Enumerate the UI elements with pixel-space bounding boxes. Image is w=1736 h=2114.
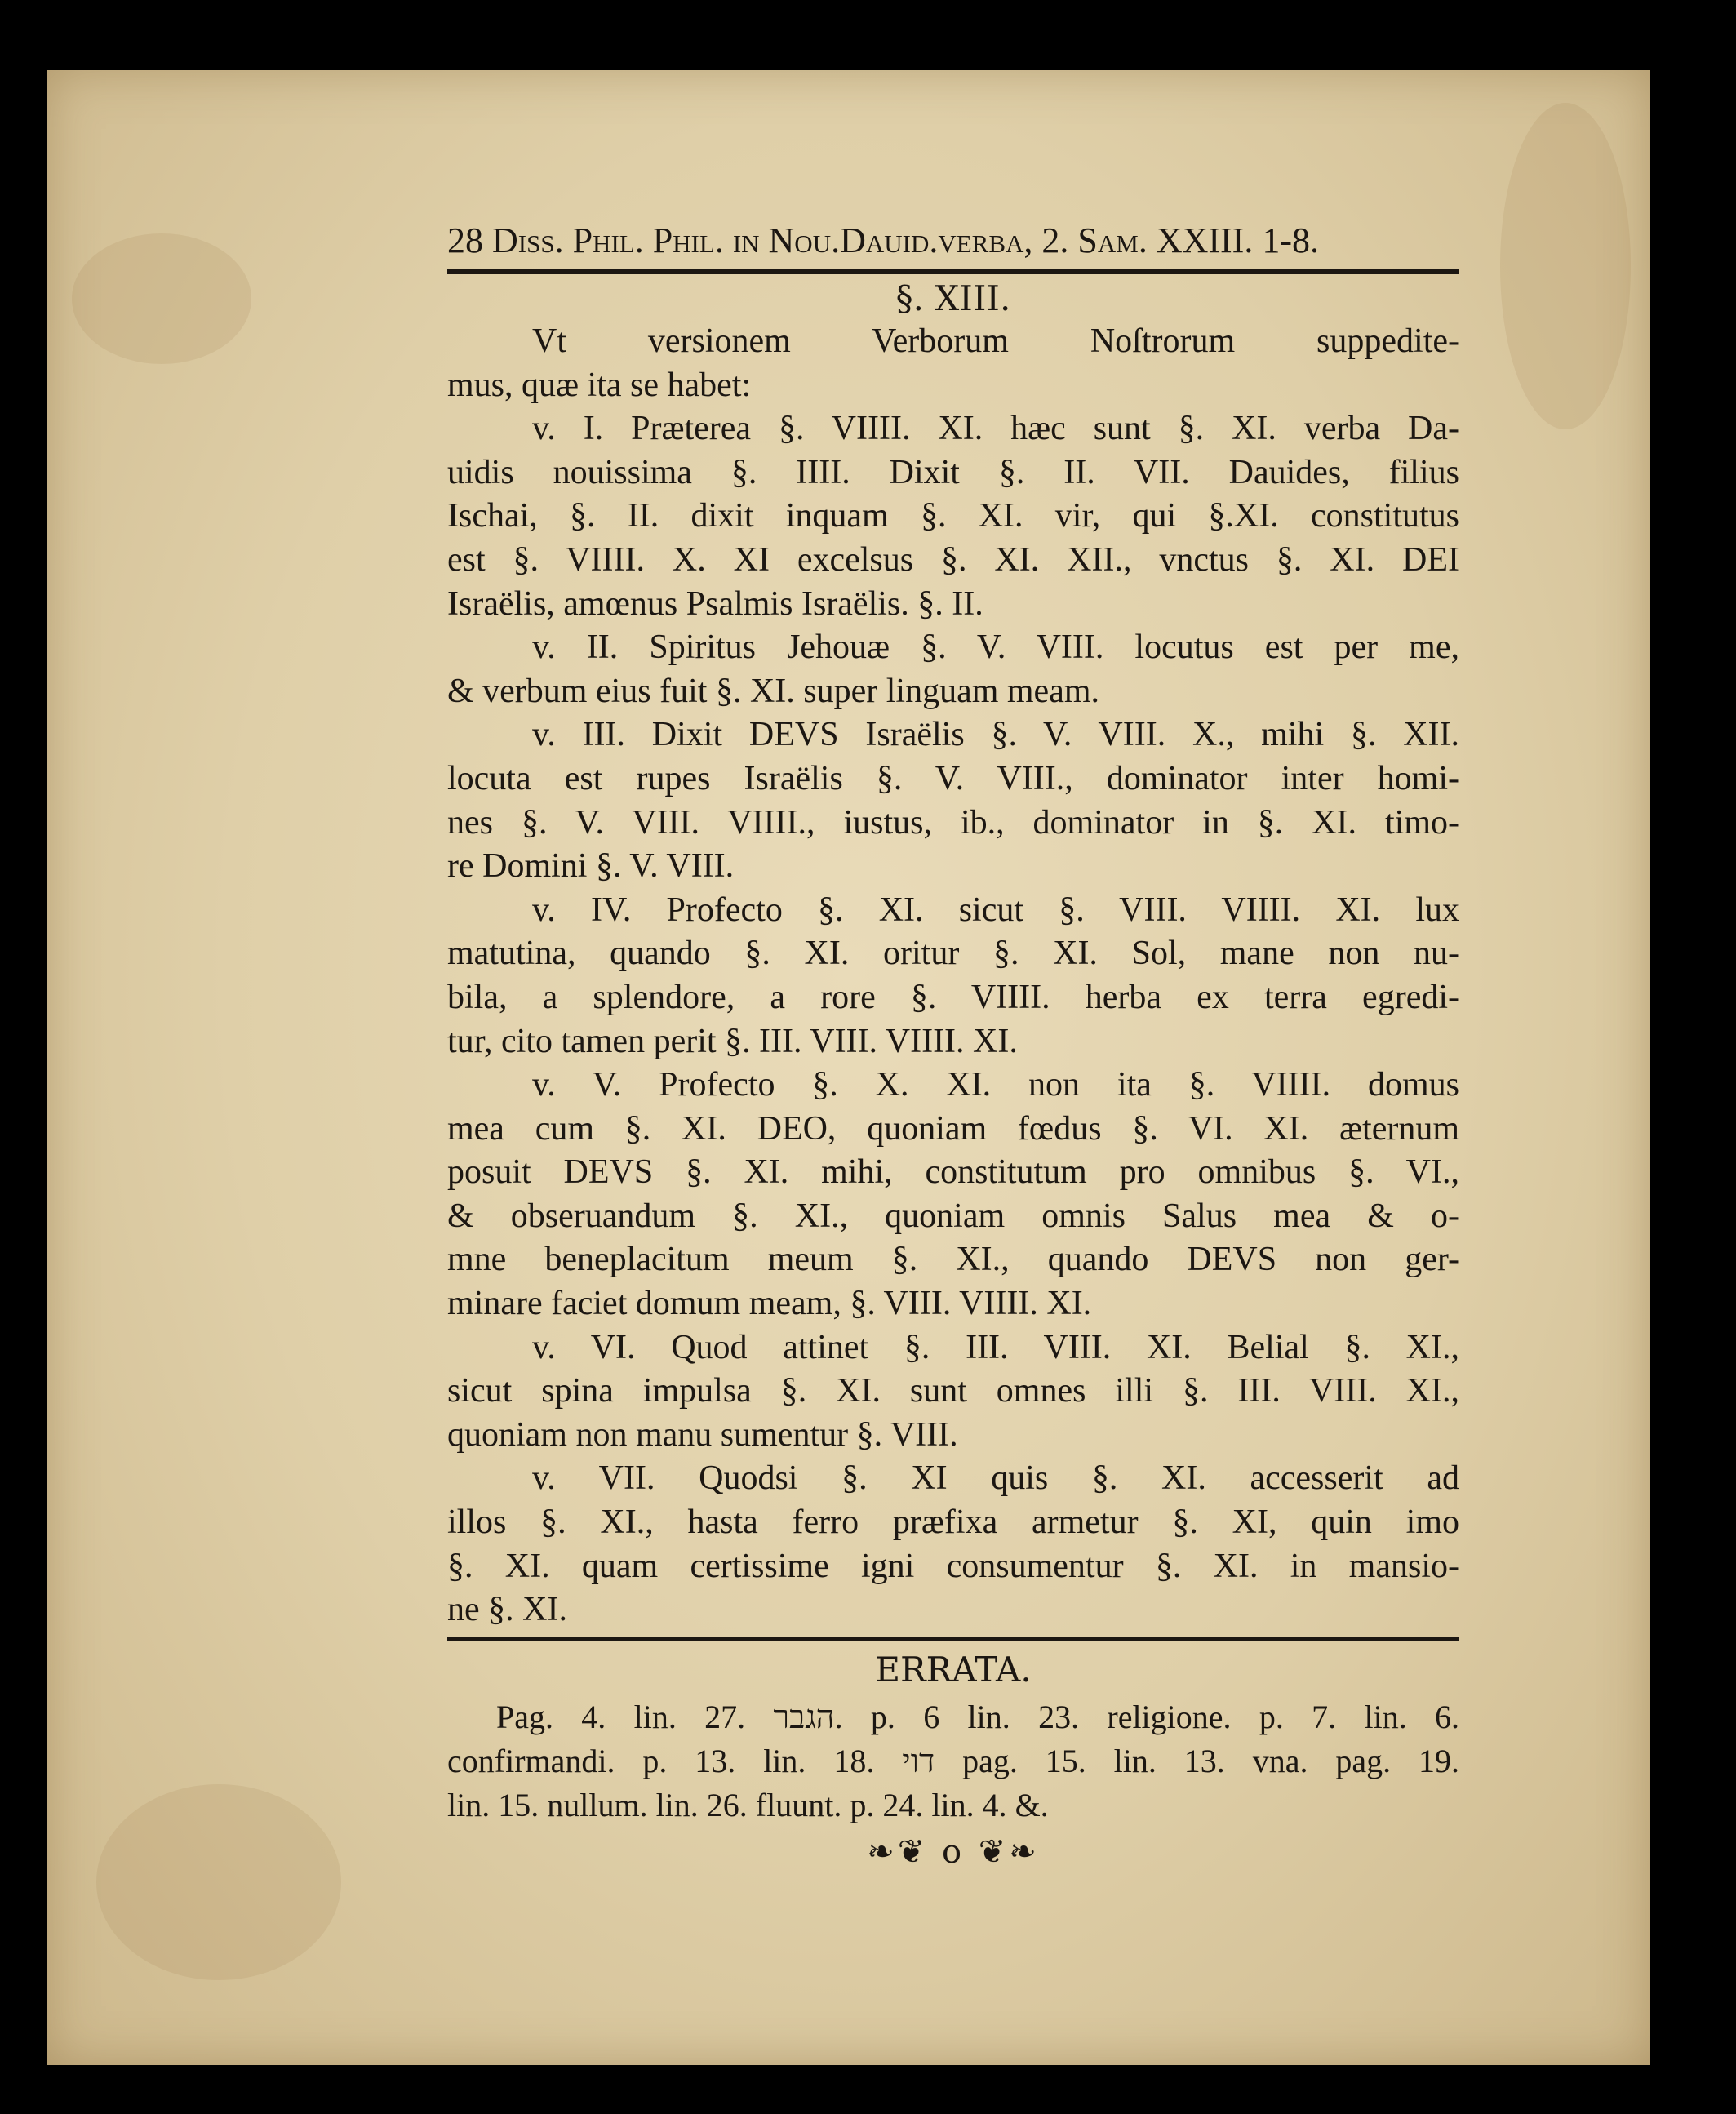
errata-line: Pag. 4. lin. 27. הגבר. p. 6 lin. 23. religione. p. 7. lin. 6. — [496, 1698, 1459, 1735]
text-line: quoniam non manu sumentur §. VIII. — [447, 1415, 958, 1454]
errata-line: lin. 15. nullum. lin. 26. fluunt. p. 24. lin. 4. &. — [447, 1786, 1049, 1823]
text-line: & obseruandum §. XI., quoniam omnis Salus mea & o- — [447, 1197, 1459, 1235]
text-line: sicut spina impulsa §. XI. sunt omnes illi §. III. VIII. XI., — [447, 1372, 1459, 1410]
errata-rule — [447, 1637, 1459, 1641]
text-line: tur, cito tamen perit §. III. VIII. VIIII. XI. — [447, 1022, 1018, 1060]
text-line: Israëlis, amœnus Psalmis Israëlis. §. II. — [447, 584, 983, 623]
text-line: v. II. Spiritus Jehouæ §. V. VIII. locutus est per me, — [532, 628, 1459, 667]
text-line: uidis nouissima §. IIII. Dixit §. II. VII. Dauides, filius — [447, 453, 1459, 491]
errata-line: confirmandi. p. 13. lin. 18. דוי pag. 15. lin. 13. vna. pag. 19. — [447, 1742, 1459, 1779]
text-line: mne beneplacitum meum §. XI., quando DEVS non ger- — [447, 1241, 1459, 1279]
errata-title: ERRATA. — [875, 1649, 1032, 1690]
text-line: illos §. XI., hasta ferro præfixa armetur §. XI, quin imo — [447, 1503, 1459, 1542]
text-block — [447, 217, 1459, 1876]
text-line: & verbum eius fuit §. XI. super linguam meam. — [447, 672, 1100, 710]
text-line: matutina, quando §. XI. oritur §. XI. Sol, mane non nu- — [447, 935, 1459, 973]
running-head: 28 Diss. Phil. Phil. in Nou.Dauid.verba, 2. Sam. XXIII. 1-8. — [447, 220, 1319, 260]
ornament-icon: ❧❦ o ❦❧ — [867, 1832, 1040, 1871]
text-line: v. VI. Quod attinet §. III. VIII. XI. Belial §. XI., — [532, 1328, 1459, 1366]
text-line: mus, quæ ita se habet: — [447, 366, 752, 404]
section-body — [447, 320, 1459, 1632]
text-line: v. III. Dixit DEVS Israëlis §. V. VIII. X., mihi §. XII. — [532, 716, 1459, 754]
header-rule — [447, 269, 1459, 274]
text-line: bila, a splendore, a rore §. VIIII. herba ex terra egredi- — [447, 978, 1459, 1016]
text-line: v. V. Profecto §. X. XI. non ita §. VIIII. domus — [532, 1066, 1459, 1104]
text-line: est §. VIIII. X. XI excelsus §. XI. XII., vnctus §. XI. DEI — [447, 540, 1459, 579]
paper-stain — [96, 1784, 341, 1980]
text-line: ne §. XI. — [447, 1591, 567, 1629]
text-line: re Domini §. V. VIII. — [447, 847, 735, 886]
section-title: §. XIII. — [895, 278, 1011, 318]
text-line: Ischai, §. II. dixit inquam §. XI. vir, qui §.XI. constitutus — [447, 497, 1459, 535]
paper-stain — [72, 233, 251, 364]
text-line: posuit DEVS §. XI. mihi, constitutum pro omnibus §. VI., — [447, 1153, 1459, 1192]
text-line: §. XI. quam certissime igni consumentur §. XI. in mansio- — [447, 1547, 1459, 1585]
text-line: v. I. Præterea §. VIIII. XI. hæc sunt §. XI. verba Da- — [532, 410, 1459, 448]
text-line: mea cum §. XI. DEO, quoniam fœdus §. VI. XI. æternum — [447, 1109, 1459, 1148]
text-line: locuta est rupes Israëlis §. V. VIII., dominator inter homi- — [447, 759, 1459, 797]
text-line: Vt versionem Verborum Noſtrorum suppedite- — [532, 322, 1459, 360]
errata-body — [447, 1695, 1459, 1828]
paper-stain — [1500, 103, 1631, 429]
document-page — [47, 70, 1650, 2065]
text-line: v. IV. Profecto §. XI. sicut §. VIII. VIIII. XI. lux — [532, 890, 1459, 929]
text-line: nes §. V. VIII. VIIII., iustus, ib., dominator in §. XI. timo- — [447, 803, 1459, 842]
text-line: minare faciet domum meam, §. VIII. VIIII. XI. — [447, 1285, 1092, 1323]
text-line: v. VII. Quodsi §. XI quis §. XI. accesserit ad — [532, 1459, 1459, 1498]
